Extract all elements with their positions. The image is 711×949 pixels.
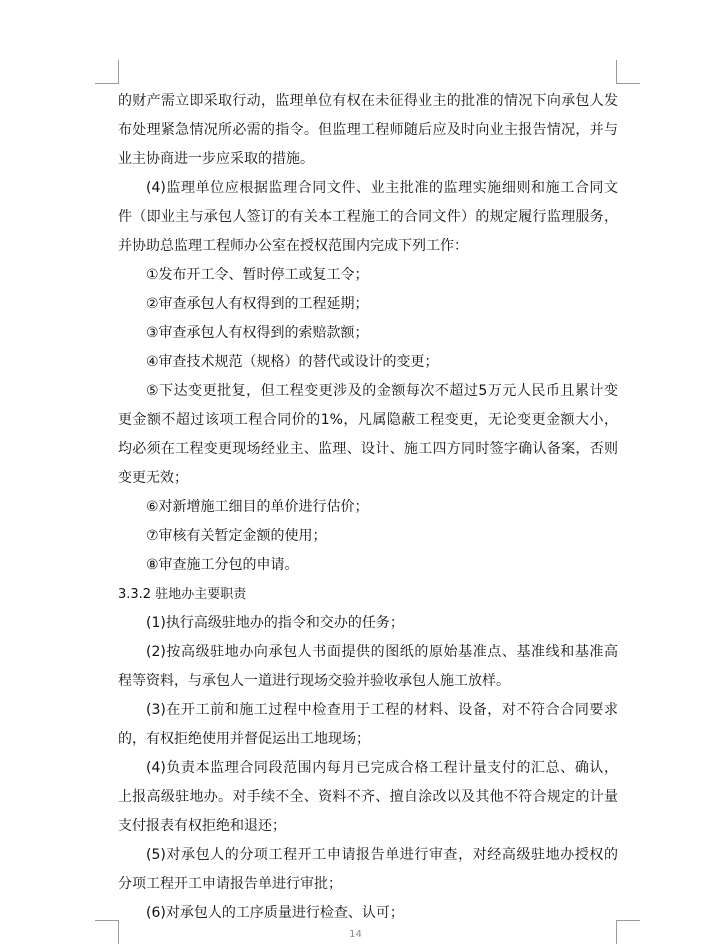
- text-line: ⑥对新增施工细目的单价进行估价；: [146, 499, 369, 515]
- text-line: (4)负责本监理合同段范围内每月已完成合格工程计量支付的汇总、确认，: [146, 760, 618, 776]
- text-line: (3)在开工前和施工过程中检查用于工程的材料、设备，对不符合合同要求: [146, 702, 618, 718]
- text-line: 变更无效；: [118, 470, 188, 486]
- page-number: 14: [349, 929, 362, 940]
- text-line: ④审查技术规范（规格）的替代或设计的变更；: [146, 354, 439, 370]
- text-line: 更金额不超过该项工程合同价的1%，凡属隐蔽工程变更，无论变更金额大小，: [118, 412, 618, 428]
- text-line: ①发布开工令、暂时停工或复工令；: [146, 267, 369, 283]
- text-line: ⑤下达变更批复，但工程变更涉及的金额每次不超过5万元人民币且累计变: [146, 383, 618, 399]
- text-line: 分项工程开工申请报告单进行审批；: [118, 876, 342, 892]
- text-line: 支付报表有权拒绝和退还；: [118, 818, 286, 834]
- document-body: [118, 87, 618, 928]
- text-line: (4)监理单位应根据监理合同文件、业主批准的监理实施细则和施工合同文: [146, 180, 618, 196]
- text-line: ⑧审查施工分包的申请。: [146, 557, 299, 573]
- text-line: 件（即业主与承包人签订的有关本工程施工的合同文件）的规定履行监理服务，: [118, 209, 618, 225]
- text-line: (2)按高级驻地办向承包人书面提供的图纸的原始基准点、基准线和基准高: [146, 644, 618, 660]
- text-line: 上报高级驻地办。对手续不全、资料不齐、擅自涂改以及其他不符合规定的计量: [118, 789, 618, 805]
- text-line: 布处理紧急情况所必需的指令。但监理工程师随后应及时向业主报告情况，并与: [118, 122, 618, 138]
- text-line: ⑦审核有关暂定金额的使用；: [146, 528, 327, 544]
- text-line: 业主协商进一步应采取的措施。: [118, 151, 314, 167]
- text-line: 并协助总监理工程师办公室在授权范围内完成下列工作：: [118, 238, 468, 254]
- text-line: (5)对承包人的分项工程开工申请报告单进行审查，对经高级驻地办授权的: [146, 847, 618, 863]
- margin-corner-top-right: [614, 60, 640, 86]
- text-line: (1)执行高级驻地办的指令和交办的任务；: [146, 615, 404, 631]
- text-line: 均必须在工程变更现场经业主、监理、设计、施工四方同时签字确认备案，否则: [118, 441, 618, 457]
- text-line: ②审查承包人有权得到的工程延期；: [146, 296, 369, 312]
- text-line: 程等资料，与承包人一道进行现场交验并验收承包人施工放样。: [118, 673, 510, 689]
- margin-corner-top-left: [95, 60, 121, 86]
- text-line: (6)对承包人的工序质量进行检查、认可；: [146, 905, 404, 921]
- text-line: ③审查承包人有权得到的索赔款额；: [146, 325, 369, 341]
- section-heading: 3.3.2 驻地办主要职责: [118, 587, 247, 602]
- text-line: 的，有权拒绝使用并督促运出工地现场；: [118, 731, 370, 747]
- text-line: 的财产需立即采取行动，监理单位有权在未征得业主的批准的情况下向承包人发: [118, 93, 618, 109]
